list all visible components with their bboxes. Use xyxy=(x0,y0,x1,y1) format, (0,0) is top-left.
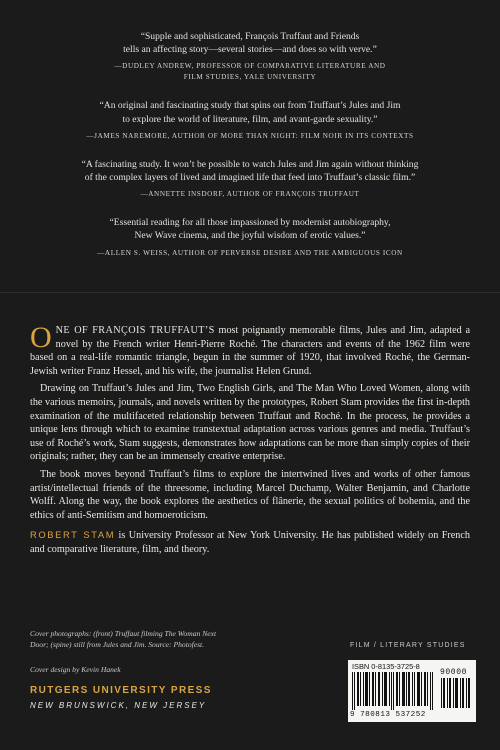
lead-in-smallcaps: NE OF FRANÇOIS TRUFFAUT’S xyxy=(55,325,215,336)
blurb-quote: “Supple and sophisticated, François Truffaut and Friends tells an affecting story—several stories—and does so with verve.” xyxy=(123,31,377,56)
addon-barcode-icon xyxy=(440,678,472,708)
author-bio: ROBERT STAM is University Professor at New York University. He has published widely on French and comparative literature, film, and theory. xyxy=(30,529,470,555)
blurb-naremore xyxy=(30,99,470,141)
description-paragraph-1: ONE OF FRANÇOIS TRUFFAUT’S most poignantly memorable films, Jules and Jim, adapted a novel by the French writer Henri-Pierre Roché. The characters and events of the 1962 film were based on a real-life romantic triangle, begun in the summer of 1920, that involved Roché, the German-Jewish writer Franz Hessel, and his wife, the journalist Helen Grund. xyxy=(30,321,471,377)
blurb-attribution: —ANNETTE INSDORF, AUTHOR OF FRANÇOIS TRUFFAUT xyxy=(140,190,360,199)
description-paragraph-2: Drawing on Truffaut’s Jules and Jim, Two English Girls, and The Man Who Loved Women, along with the various memoirs, journals, and novels written by the prototypes, Robert Stam provides the first in-depth examination of the multifaceted relationship between Truffaut and Roché. In the process, he provides a unique lens through which to examine transtextual adaptation across various genres and media. Truffaut’s use of Roché’s work, Stam suggests, demonstrates how adaptations can be more than simply copies of their originals; rather, they can be an immensely creative enterprise. xyxy=(30,383,470,463)
blurb-andrew xyxy=(30,30,470,83)
blurb-insdorf xyxy=(30,158,470,200)
barcode-addon-number: 90000 xyxy=(440,668,468,677)
subject-category: FILM / LITERARY STUDIES xyxy=(350,642,466,649)
blurb-attribution: —ALLEN S. WEISS, AUTHOR OF PERVERSE DESIRE AND THE AMBIGUOUS ICON xyxy=(97,248,403,257)
blurbs-section xyxy=(30,30,470,275)
blurb-attribution: —JAMES NAREMORE, AUTHOR OF MORE THAN NIGHT: FILM NOIR IN ITS CONTEXTS xyxy=(86,131,414,140)
publisher-location: NEW BRUNSWICK, NEW JERSEY xyxy=(30,701,207,710)
drop-cap: O xyxy=(30,321,52,354)
barcode-number: 9 780813 537252 xyxy=(350,711,426,719)
description-paragraph-3: The book moves beyond Truffaut’s films to explore the intertwined lives and works of other famous artist/intellectual friends of the threesome, including Marcel Duchamp, Walter Benjamin, and Charlotte Wolff. Along the way, the book explores the aesthetics of flânerie, the sexual politics of bohemia, and the ethics of anti-Semitism and homoeroticism. xyxy=(30,468,470,521)
description-section xyxy=(30,321,471,561)
blurb-quote: “An original and fascinating study that spins out from Truffaut’s Jules and Jim to explore the world of literature, film, and avant-garde sexuality.” xyxy=(99,100,401,125)
isbn-label: ISBN 0-8135-3725-8 xyxy=(352,662,420,671)
cover-design-credit: Cover design by Kevin Hanek xyxy=(30,665,121,674)
blurb-quote: “A fascinating study. It won’t be possible to watch Jules and Jim again without thinking of the complex layers of lived and imagined life that feed into Truffaut’s classic film.” xyxy=(81,158,419,184)
section-divider xyxy=(0,292,500,293)
author-name: ROBERT STAM xyxy=(30,529,116,541)
barcode-icon xyxy=(350,672,438,710)
blurb-attribution: —DUDLEY ANDREW, PROFESSOR OF COMPARATIVE LITERATURE AND FILM STUDIES, YALE UNIVERSITY xyxy=(114,62,386,82)
publisher-name: RUTGERS UNIVERSITY PRESS xyxy=(30,685,212,696)
cover-credits: Cover photographs: (front) Truffaut filming The Woman Next Door; (spine) still from Jules and Jim. Source: Photofest. xyxy=(30,629,217,649)
blurb-quote: “Essential reading for all those impassioned by modernist autobiography, New Wave cinema, and the joyful wisdom of erotic values.” xyxy=(109,217,391,242)
blurb-weiss xyxy=(30,216,470,258)
